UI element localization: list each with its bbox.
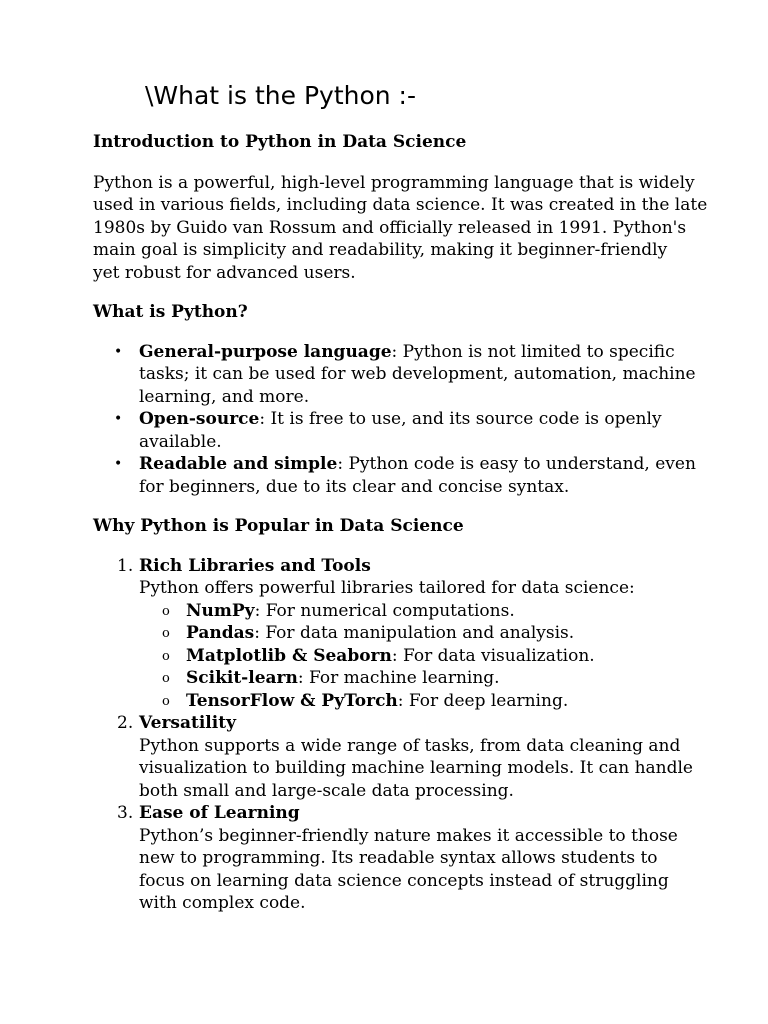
library-name: Scikit-learn — [186, 668, 298, 688]
library-item — [139, 667, 693, 690]
library-line — [186, 690, 693, 713]
list-item — [93, 802, 693, 915]
intro-heading: Introduction to Python in Data Science — [93, 132, 467, 152]
library-line — [186, 645, 693, 668]
item-first-line — [139, 453, 696, 476]
item-line: learning, and more. — [139, 386, 310, 407]
intro-paragraph — [93, 172, 708, 285]
intro-line: used in various fields, including data science. It was created in the late — [93, 195, 708, 215]
item-line: Python offers powerful libraries tailored for data science: — [139, 578, 635, 598]
library-name: NumPy — [186, 600, 255, 621]
bullet-icon: • — [114, 456, 123, 472]
circle-bullet-icon: o — [162, 648, 170, 664]
item-title: Ease of Learning — [139, 803, 300, 823]
library-item — [139, 622, 693, 645]
library-item — [139, 645, 693, 668]
list-item — [93, 453, 696, 498]
library-name: Pandas — [186, 623, 255, 643]
item-line: Python supports a wide range of tasks, from data cleaning and — [139, 735, 681, 756]
intro-line: yet robust for advanced users. — [93, 262, 356, 283]
item-line: visualization to building machine learning models. It can handle — [139, 758, 693, 778]
library-desc: : For data manipulation and analysis. — [254, 623, 575, 643]
item-line: tasks; it can be used for web development, automation, machine — [139, 364, 696, 384]
item-text: : Python code is easy to understand, even — [337, 454, 696, 474]
item-line: new to programming. Its readable syntax allows students to — [139, 848, 658, 868]
item-line: with complex code. — [139, 893, 306, 913]
what-is-heading: What is Python? — [93, 302, 248, 322]
library-item — [139, 690, 693, 713]
library-line — [186, 600, 693, 623]
item-first-line — [139, 408, 693, 431]
page-title: \What is the Python :- — [145, 81, 416, 110]
item-title: Rich Libraries and Tools — [139, 555, 371, 576]
item-term: General-purpose language — [139, 341, 392, 362]
item-text: : It is free to use, and its source code is openly — [259, 409, 662, 429]
list-item — [93, 555, 693, 713]
item-line: focus on learning data science concepts instead of struggling — [139, 870, 669, 891]
what-is-list — [93, 341, 696, 499]
item-number: 2. — [117, 713, 134, 733]
item-line: for beginners, due to its clear and concise syntax. — [139, 476, 570, 497]
library-desc: : For numerical computations. — [254, 600, 515, 621]
intro-line: Python is a powerful, high-level programming language that is widely — [93, 172, 695, 193]
library-line — [186, 667, 693, 690]
intro-line: main goal is simplicity and readability, making it beginner-friendly — [93, 240, 668, 260]
bullet-icon: • — [114, 343, 123, 360]
circle-bullet-icon: o — [162, 626, 170, 641]
reasons-list — [93, 555, 693, 915]
item-number: 3. — [117, 803, 134, 823]
item-line: both small and large-scale data processing. — [139, 780, 514, 801]
item-term: Readable and simple — [139, 454, 338, 474]
list-item — [93, 712, 693, 802]
why-popular-heading: Why Python is Popular in Data Science — [93, 516, 464, 536]
list-item — [93, 341, 696, 409]
item-number: 1. — [117, 555, 134, 576]
library-item — [139, 600, 693, 623]
list-item — [93, 408, 693, 453]
item-line: Python’s beginner-friendly nature makes it accessible to those — [139, 825, 678, 846]
document-body — [93, 131, 708, 915]
library-name: TensorFlow & PyTorch — [186, 690, 398, 711]
library-line — [186, 622, 693, 645]
library-desc: : For deep learning. — [397, 690, 569, 711]
circle-bullet-icon: o — [162, 603, 170, 619]
library-desc: : For machine learning. — [297, 668, 500, 688]
item-title: Versatility — [139, 713, 236, 733]
item-line: available. — [139, 431, 222, 452]
item-text: : Python is not limited to specific — [391, 341, 675, 362]
intro-line: 1980s by Guido van Rossum and officially released in 1991. Python's — [93, 217, 687, 238]
circle-bullet-icon: o — [162, 671, 170, 686]
circle-bullet-icon: o — [162, 693, 170, 709]
item-term: Open-source — [139, 409, 260, 429]
bullet-icon: • — [114, 411, 123, 427]
library-desc: : For data visualization. — [391, 645, 595, 666]
library-list — [139, 600, 693, 713]
library-name: Matplotlib & Seaborn — [186, 645, 392, 666]
item-first-line — [139, 341, 693, 364]
